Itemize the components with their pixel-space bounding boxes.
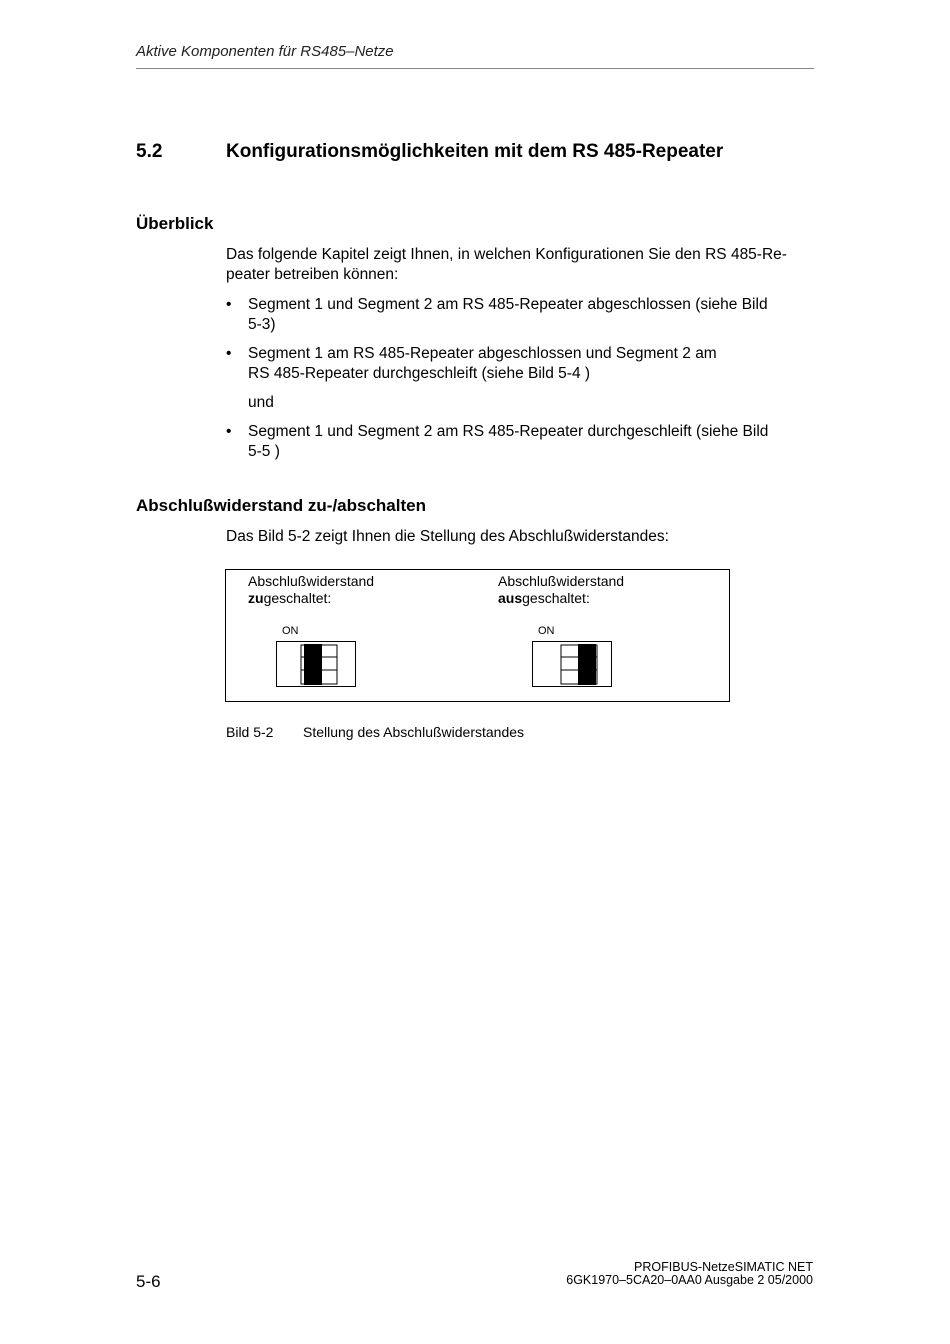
list-item-line: Segment 1 und Segment 2 am RS 485-Repeater abgeschlossen (siehe Bild <box>248 296 768 313</box>
left-dip-switch <box>276 641 356 687</box>
right-panel-label: Abschlußwiderstand <box>498 573 625 589</box>
running-header: Aktive Komponenten für RS485–Netze <box>136 43 394 60</box>
list-item-line: 5-5 ) <box>248 443 280 460</box>
list-item <box>226 422 811 462</box>
termination-intro: Das Bild 5-2 zeigt Ihnen die Stellung des Abschlußwiderstandes: <box>226 528 669 545</box>
right-panel-state <box>498 590 590 607</box>
page-number: 5-6 <box>136 1272 161 1291</box>
left-on-label: ON <box>282 625 299 637</box>
list-item <box>226 344 811 384</box>
right-panel-state-rest: geschaltet: <box>522 590 590 606</box>
termination-heading: Abschlußwiderstand zu-/abschalten <box>136 496 426 515</box>
footer-line: PROFIBUS-NetzeSIMATIC NET <box>634 1260 813 1274</box>
overview-intro <box>226 245 811 285</box>
figure-caption-text: Stellung des Abschlußwiderstandes <box>303 724 525 740</box>
figure-number: Bild 5-2 <box>226 724 274 740</box>
left-panel-state-rest: geschaltet: <box>263 590 332 606</box>
list-item-line: RS 485-Repeater durchgeschleift (siehe Bild 5-4 ) <box>248 365 591 382</box>
dip-switch-off-icon <box>533 642 611 686</box>
dip-switch-on-icon <box>277 642 355 686</box>
list-item-line: 5-3) <box>248 316 276 333</box>
list-item-line: Segment 1 und Segment 2 am RS 485-Repeater durchgeschleift (siehe Bild <box>248 423 769 440</box>
section-title: Konfigurationsmöglichkeiten mit dem RS 485-Repeater <box>226 141 724 162</box>
right-panel-state-bold: aus <box>498 590 523 606</box>
bullet-symbol: • <box>226 423 232 440</box>
overview-intro-line: peater betreiben können: <box>226 266 399 283</box>
overview-heading: Überblick <box>136 214 214 233</box>
figure-caption <box>226 724 524 740</box>
configuration-list <box>226 295 811 462</box>
left-panel-state-bold: zu <box>248 590 264 606</box>
bullet-symbol: • <box>226 345 232 362</box>
list-item-line: Segment 1 am RS 485-Repeater abgeschlossen und Segment 2 am <box>248 345 717 362</box>
overview-intro-line: Das folgende Kapitel zeigt Ihnen, in welchen Konfigurationen Sie den RS 485-Re- <box>226 246 787 263</box>
header-rule <box>136 68 814 69</box>
bullet-symbol: • <box>226 296 232 313</box>
list-item <box>226 295 811 335</box>
footer-info <box>566 1261 813 1287</box>
section-number: 5.2 <box>136 141 163 162</box>
list-connector: und <box>248 394 274 411</box>
left-panel-state <box>248 590 331 607</box>
right-dip-switch <box>532 641 612 687</box>
left-panel-label: Abschlußwiderstand <box>248 573 375 589</box>
right-on-label: ON <box>538 625 555 637</box>
footer-line: 6GK1970–5CA20–0AA0 Ausgabe 2 05/2000 <box>566 1273 813 1287</box>
figure-frame <box>225 569 730 702</box>
